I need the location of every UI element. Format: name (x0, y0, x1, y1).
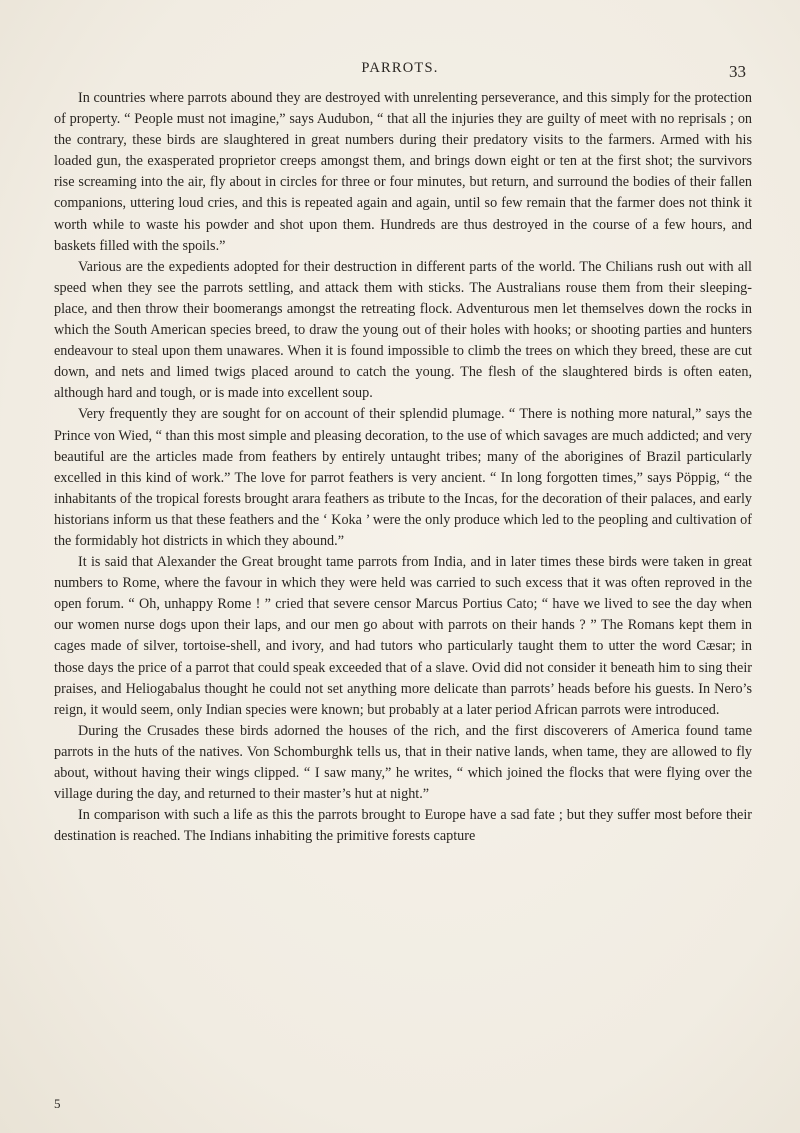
paragraph: During the Crusades these birds adorned the houses of the rich, and the first discoverers of America found tame parrots in the huts of the natives. Von Schomburghk tells us, that in their native lands, when tame, they are allowed to fly about, without having their wings clipped. “ I saw many,” he writes, “ which joined the flocks that were flying over the village during the day, and returned to their master’s hut at night.” (54, 722, 752, 803)
paragraph: In comparison with such a life as this the parrots brought to Europe have a sad fate ; but they suffer most before their destination is reached. The Indians inhabiting the primitive forests capture (54, 807, 752, 845)
paragraph: It is said that Alexander the Great brought tame parrots from India, and in later times these birds were taken in great numbers to Rome, where the favour in which they were held was carried to such excess that it was often reproved in the open forum. “ Oh, unhappy Rome ! ” cried that severe censor Marcus Portius Cato; “ have we lived to see the day when our women nurse dogs upon their laps, and our men go about with parrots on their hands ? ” The Romans kept them in cages made of silver, tortoise-shell, and ivory, and had tutors who particularly taught them to utter the word Cæsar; in those days the price of a parrot that could speak exceeded that of a slave. Ovid did not consider it beneath him to sing their praises, and Heliogabalus thought he could not set anything more delicate than parrots’ heads before his guests. In Nero’s reign, it would seem, only Indian species were known; but probably at a later period African parrots were introduced. (54, 554, 752, 718)
body-text (54, 88, 752, 847)
running-title: PARROTS. (361, 60, 439, 76)
page-number: 33 (729, 62, 746, 81)
running-head (0, 60, 800, 80)
paragraph: Very frequently they are sought for on account of their splendid plumage. “ There is nothing more natural,” says the Prince von Wied, “ than this most simple and pleasing decoration, to the use of which savages are much addicted; and very beautiful are the articles made from feathers by entirely untaught tribes; many of the aborigines of Brazil particularly excelled in this kind of work.” The love for parrot feathers is very ancient. “ In long forgotten times,” says Pöppig, “ the inhabitants of the tropical forests brought arara feathers as tribute to the Incas, for the decoration of their palaces, and early historians inform us that these feathers and the ‘ Koka ’ were the only produce which led to the peopling and cultivation of the formidably hot districts in which they abound.” (54, 406, 752, 549)
signature-mark: 5 (54, 1096, 61, 1111)
paragraph: In countries where parrots abound they are destroyed with unrelenting perseverance, and this simply for the protection of property. “ People must not imagine,” says Audubon, “ that all the injuries they are guilty of meet with no reprisals ; on the contrary, these birds are slaughtered in great numbers during their predatory visits to the farmers. Armed with his loaded gun, the exasperated proprietor creeps amongst them, and brings down eight or ten at the first shot; the survivors rise screaming into the air, fly about in circles for three or four minutes, but return, and surround the bodies of their fallen companions, uttering loud cries, and this is repeated again and again, until so few remain that the farmer does not think it worth while to waste his powder and shot upon them. Hundreds are thus destroyed in the course of a few hours, and baskets filled with the spoils.” (54, 90, 752, 254)
paragraph: Various are the expedients adopted for their destruction in different parts of the world. The Chilians rush out with all speed when they see the parrots settling, and attack them with sticks. The Australians rouse them from their sleeping-place, and then throw their boomerangs amongst the retreating flock. Adventurous men let themselves down the rocks in which the South American species breed, to draw the young out of their holes with hooks; or shooting parties and hunters endeavour to steal upon them unawares. When it is found impossible to climb the trees on which they breed, these are cut down, and nets and limed twigs placed around to catch the young. The flesh of the slaughtered birds is often eaten, although hard and tough, or is made into excellent soup. (54, 258, 752, 402)
